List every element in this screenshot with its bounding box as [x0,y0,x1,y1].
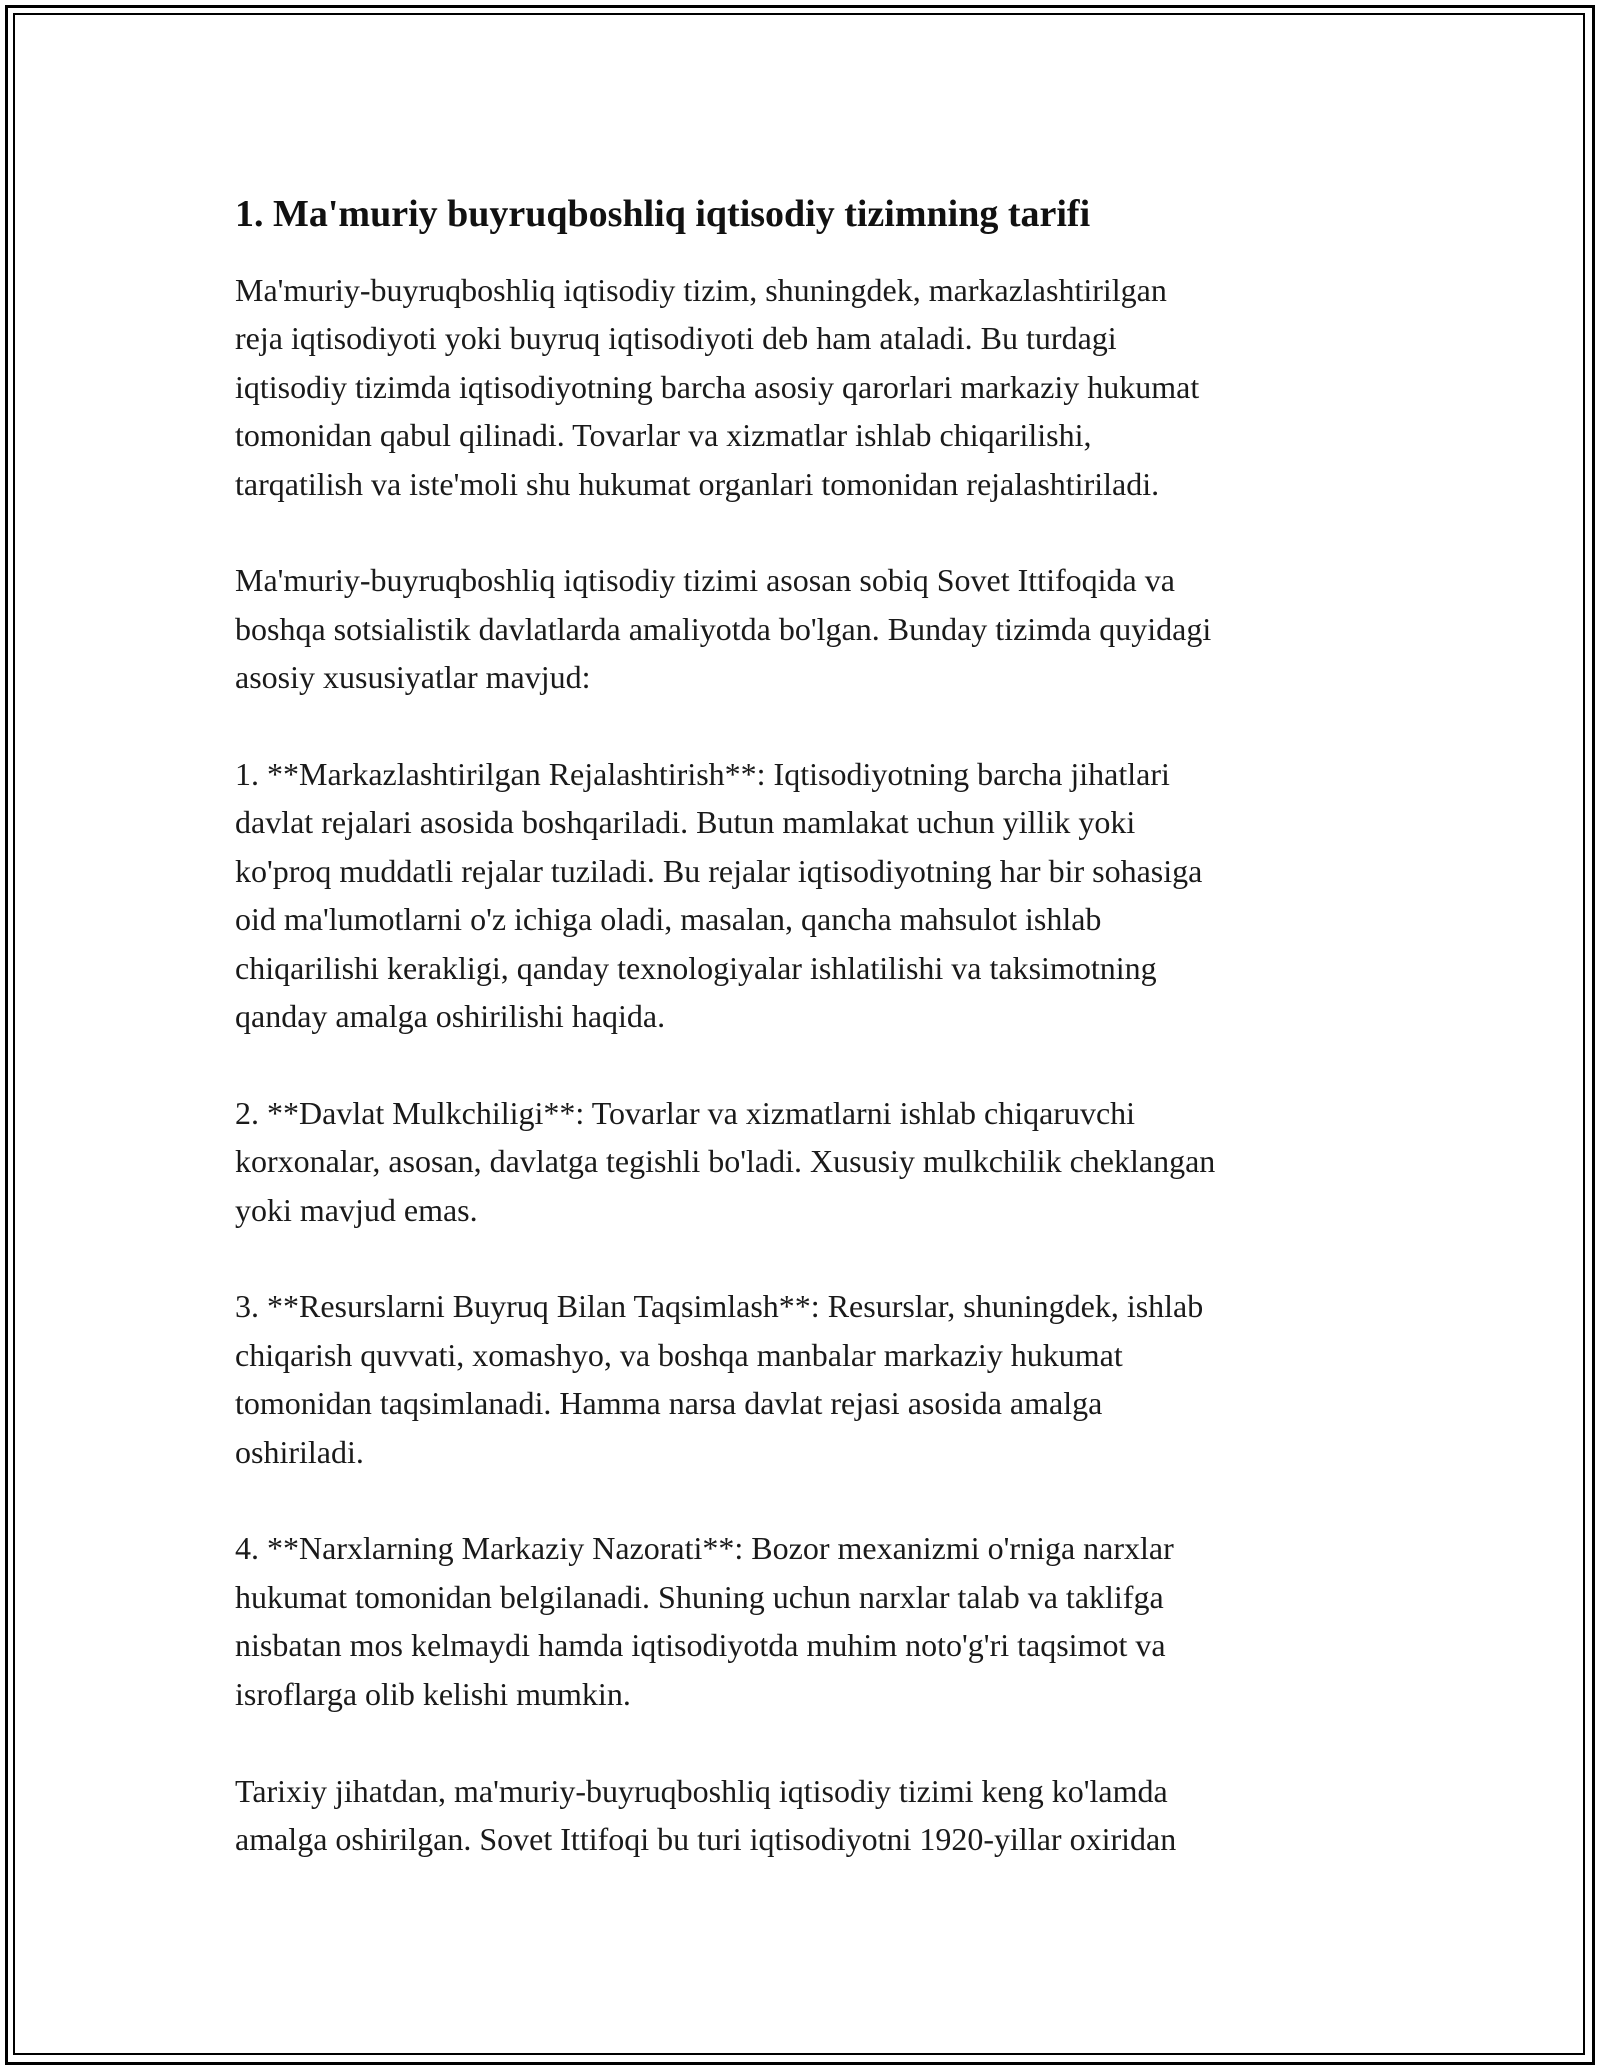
paragraph-feature-4: 4. **Narxlarning Markaziy Nazorati**: Bozor mexanizmi o'rniga narxlar hukumat tomonidan belgilanadi. Shuning uchun narxlar talab va taklifga nisbatan mos kelmaydi hamda iqtisodiyotda muhim noto'g'ri taqsimot va isroflarga olib kelishi mumkin. [235,1530,1174,1712]
paragraph-historical: Tarixiy jihatdan, ma'muriy-buyruqboshliq iqtisodiy tizimi keng ko'lamda amalga oshirilgan. Sovet Ittifoqi bu turi iqtisodiyotni 1920-yillar oxiridan [235,1772,1177,1857]
paragraph-history-features: Ma'muriy-buyruqboshliq iqtisodiy tizimi asosan sobiq Sovet Ittifoqida va boshqa sotsialistik davlatlarda amaliyotda bo'lgan. Bunday tizimda quyidagi asosiy xususiyatlar mavjud: [235,562,1212,696]
paragraph-feature-2: 2. **Davlat Mulkchiligi**: Tovarlar va xizmatlarni ishlab chiqaruvchi korxonalar, asosan, davlatga tegishli bo'ladi. Xususiy mulkchilik cheklangan yoki mavjud emas. [235,1094,1216,1228]
paragraph-definition: Ma'muriy-buyruqboshliq iqtisodiy tizim, shuningdek, markazlashtirilgan reja iqtisodiyoti yoki buyruq iqtisodiyoti deb ham ataladi. Bu turdagi iqtisodiy tizimda iqtisodiyotning barcha asosiy qarorlari markaziy hukumat tomonidan qabul qilinadi. Tovarlar va xizmatlar ishlab chiqarilishi, tarqatilish va iste'moli shu hukumat organlari tomonidan rejalashtiriladi. [235,272,1200,502]
section-heading: 1. Ma'muriy buyruqboshliq iqtisodiy tizimning tarifi [235,193,1091,235]
document-body [235,186,1385,1912]
paragraph-feature-1: 1. **Markazlashtirilgan Rejalashtirish**: Iqtisodiyotning barcha jihatlari davlat rejalari asosida boshqariladi. Butun mamlakat uchun yillik yoki ko'proq muddatli rejalar tuziladi. Bu rejalar iqtisodiyotning har bir sohasiga oid ma'lumotlarni o'z ichiga oladi, masalan, qancha mahsulot ishlab chiqarilishi kerakligi, qanday texnologiyalar ishlatilishi va taksimotning qanday amalga oshirilishi haqida. [235,756,1203,1035]
paragraph-feature-3: 3. **Resurslarni Buyruq Bilan Taqsimlash**: Resurslar, shuningdek, ishlab chiqarish quvvati, xomashyo, va boshqa manbalar markaziy hukumat tomonidan taqsimlanadi. Hamma narsa davlat rejasi asosida amalga oshiriladi. [235,1288,1204,1470]
